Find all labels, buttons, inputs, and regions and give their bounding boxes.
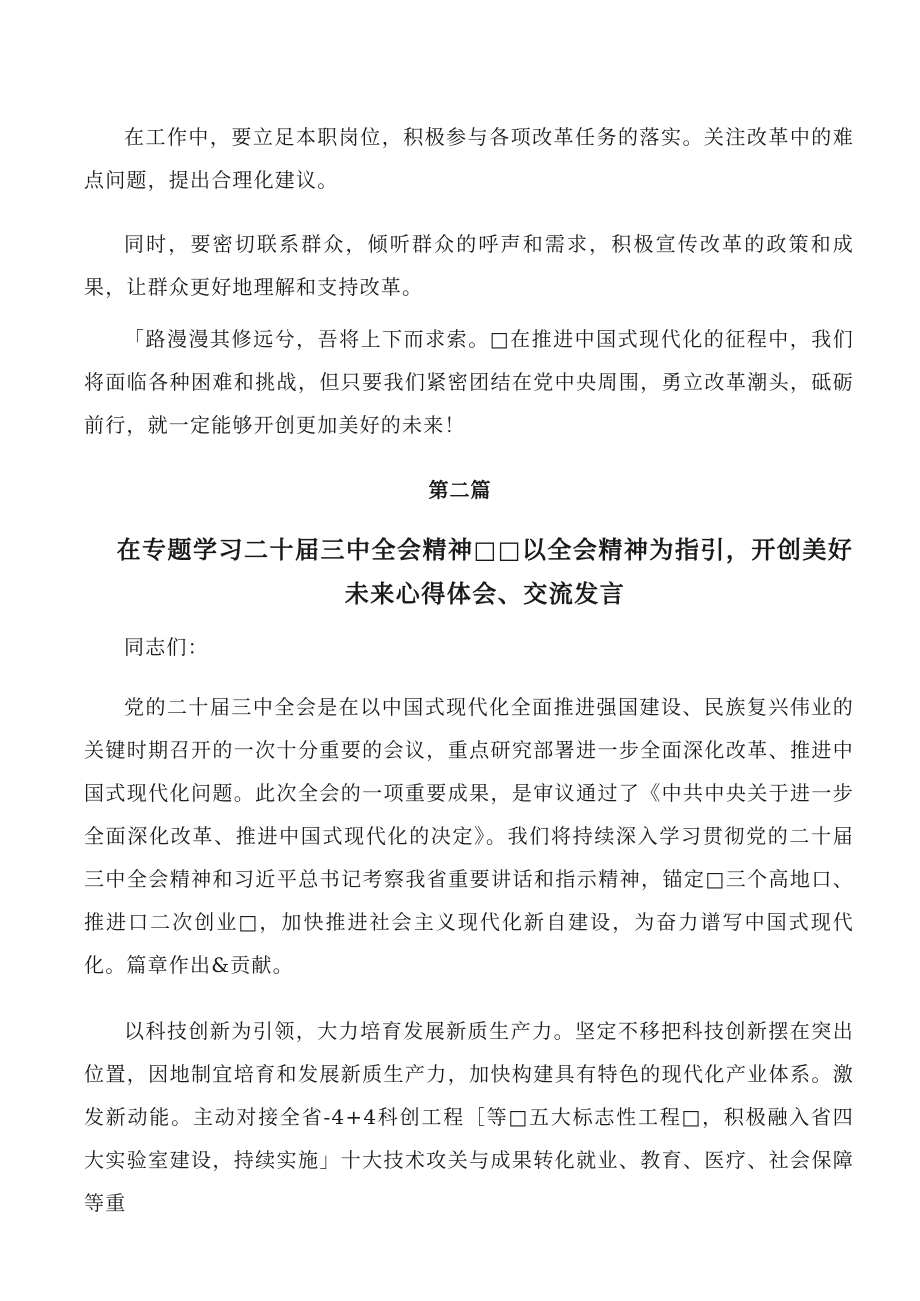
paragraph-tech-innovation: 以科技创新为引领，大力培育发展新质生产力。坚定不移把科技创新摆在突出位置，因地制宜培育和发展新质生产力，加快构建具有特色的现代化产业体系。激发新动能。主动对接全省-4+4科创工程［等□五大标志性工程□，积极融入省四大实验室建设，持续实施」十大技术攻关与成果转化就业、教育、医疗、社会保障等重 (84, 1019, 854, 1215)
section-heading: 第二篇 (428, 478, 492, 502)
salutation: 同志们： (124, 635, 209, 659)
paragraph-quote-future: 「路漫漫其修远兮，吾将上下而求索。□在推进中国式现代化的征程中，我们将面临各种困难和挑战，但只要我们紧密团结在党中央周围，勇立改革潮头，砥砺前行，就一定能够开创更加美好的未来！ (84, 327, 854, 437)
paragraph-connect-masses: 同时，要密切联系群众，倾听群众的呼声和需求，积极宣传改革的政策和成果，让群众更好地理解和支持改革。 (84, 232, 854, 299)
document-title: 在专题学习二十届三中全会精神□□以全会精神为指引，开创美好未来心得体会、交流发言 (116, 535, 854, 608)
paragraph-plenary-session: 党的二十届三中全会是在以中国式现代化全面推进强国建设、民族复兴伟业的关键时期召开的一次十分重要的会议，重点研究部署进一步全面深化改革、推进中国式现代化问题。此次全会的一项重要成果，是审议通过了《中共中央关于进一步全面深化改革、推进中国式现代化的决定》。我们将持续深入学习贯彻党的二十届三中全会精神和习近平总书记考察我省重要讲话和指示精神，锚定□三个高地口、推进口二次创业□，加快推进社会主义现代化新自建设，为奋力谱写中国式现代化。篇章作出&贡献。 (84, 695, 854, 977)
paragraph-work-duty: 在工作中，要立足本职岗位，积极参与各项改革任务的落实。关注改革中的难点问题，提出合理化建议。 (84, 125, 854, 192)
